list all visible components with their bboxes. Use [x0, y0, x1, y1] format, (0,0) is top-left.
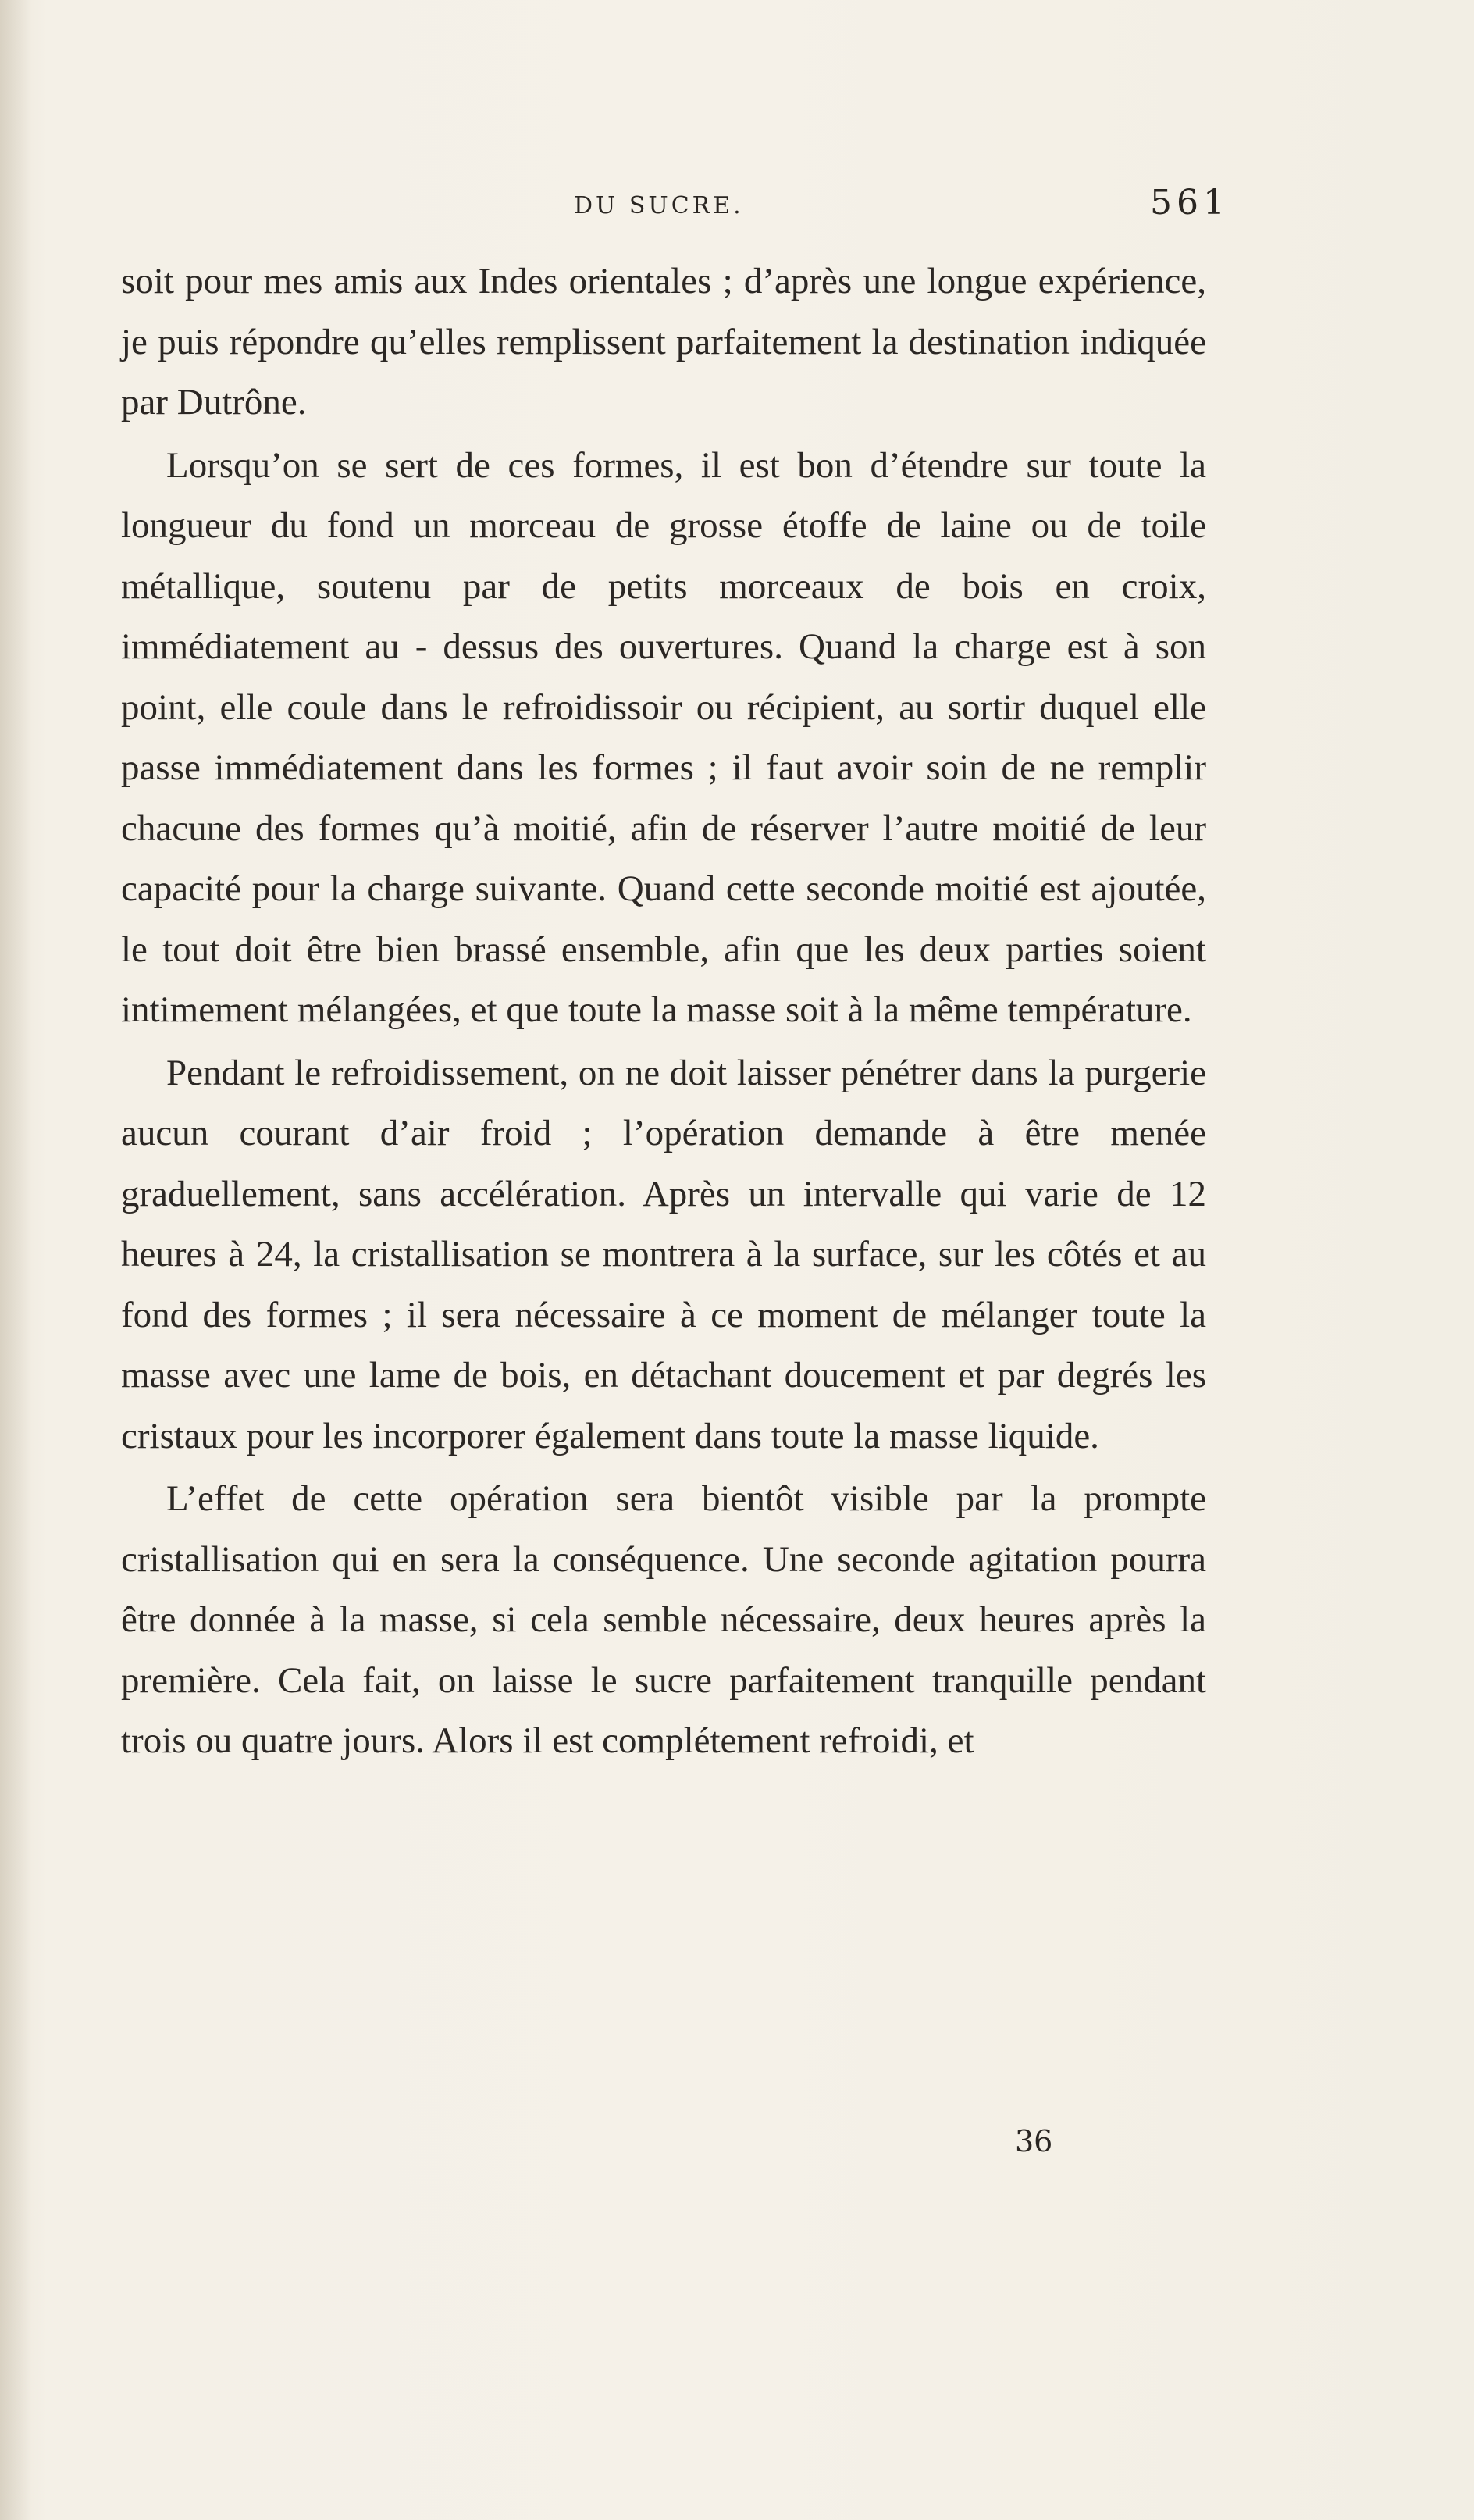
paragraph-continuation: soit pour mes amis aux Indes orientales ; d’après une longue expérience, je puis répondre qu’elles remplissent parfaitement la destination indiquée par Dutrône.	[121, 261, 1206, 422]
page-number: 561	[1150, 183, 1230, 223]
body-text	[121, 251, 1206, 1772]
gutter-shadow	[0, 0, 31, 2520]
page-header	[121, 178, 1230, 233]
paragraph: Pendant le refroidissement, on ne doit laisser pénétrer dans la purgerie aucun courant d’air froid ; l’opération demande à être menée graduellement, sans accélération. Après un intervalle qui varie de 12 heures à 24, la cristallisation se montrera à la surface, sur les côtés et au fond des formes ; il sera nécessaire à ce moment de mélanger toute la masse avec une lame de bois, en détachant doucement et par degrés les cristaux pour les incorporer également dans toute la masse liquide.	[121, 1052, 1206, 1456]
paragraph: Lorsqu’on se sert de ces formes, il est bon d’étendre sur toute la longueur du fond un morceau de grosse étoffe de laine ou de toile métallique, soutenu par de petits morceaux de bois en croix, immédiatement au - dessus des ouvertures. Quand la charge est à son point, elle coule dans le refroidissoir ou récipient, au sortir duquel elle passe immédiatement dans les formes ; il faut avoir soin de ne remplir chacune des formes qu’à moitié, afin de réserver l’autre moitié de leur capacité pour la charge suivante. Quand cette seconde moitié est ajoutée, le tout doit être bien brassé ensemble, afin que les deux parties soient intimement mélangées, et que toute la masse soit à la même température.	[121, 444, 1206, 1030]
signature-mark: 36	[1015, 2124, 1053, 2158]
running-head: DU SUCRE.	[574, 192, 744, 219]
paragraph: L’effet de cette opération sera bientôt visible par la prompte cristallisation qui en sera la conséquence. Une seconde agitation pourra être donnée à la masse, si cela semble nécessaire, deux heures après la première. Cela fait, on laisse le sucre parfaitement tranquille pendant trois ou quatre jours. Alors il est complétement refroidi, et	[121, 1478, 1206, 1761]
